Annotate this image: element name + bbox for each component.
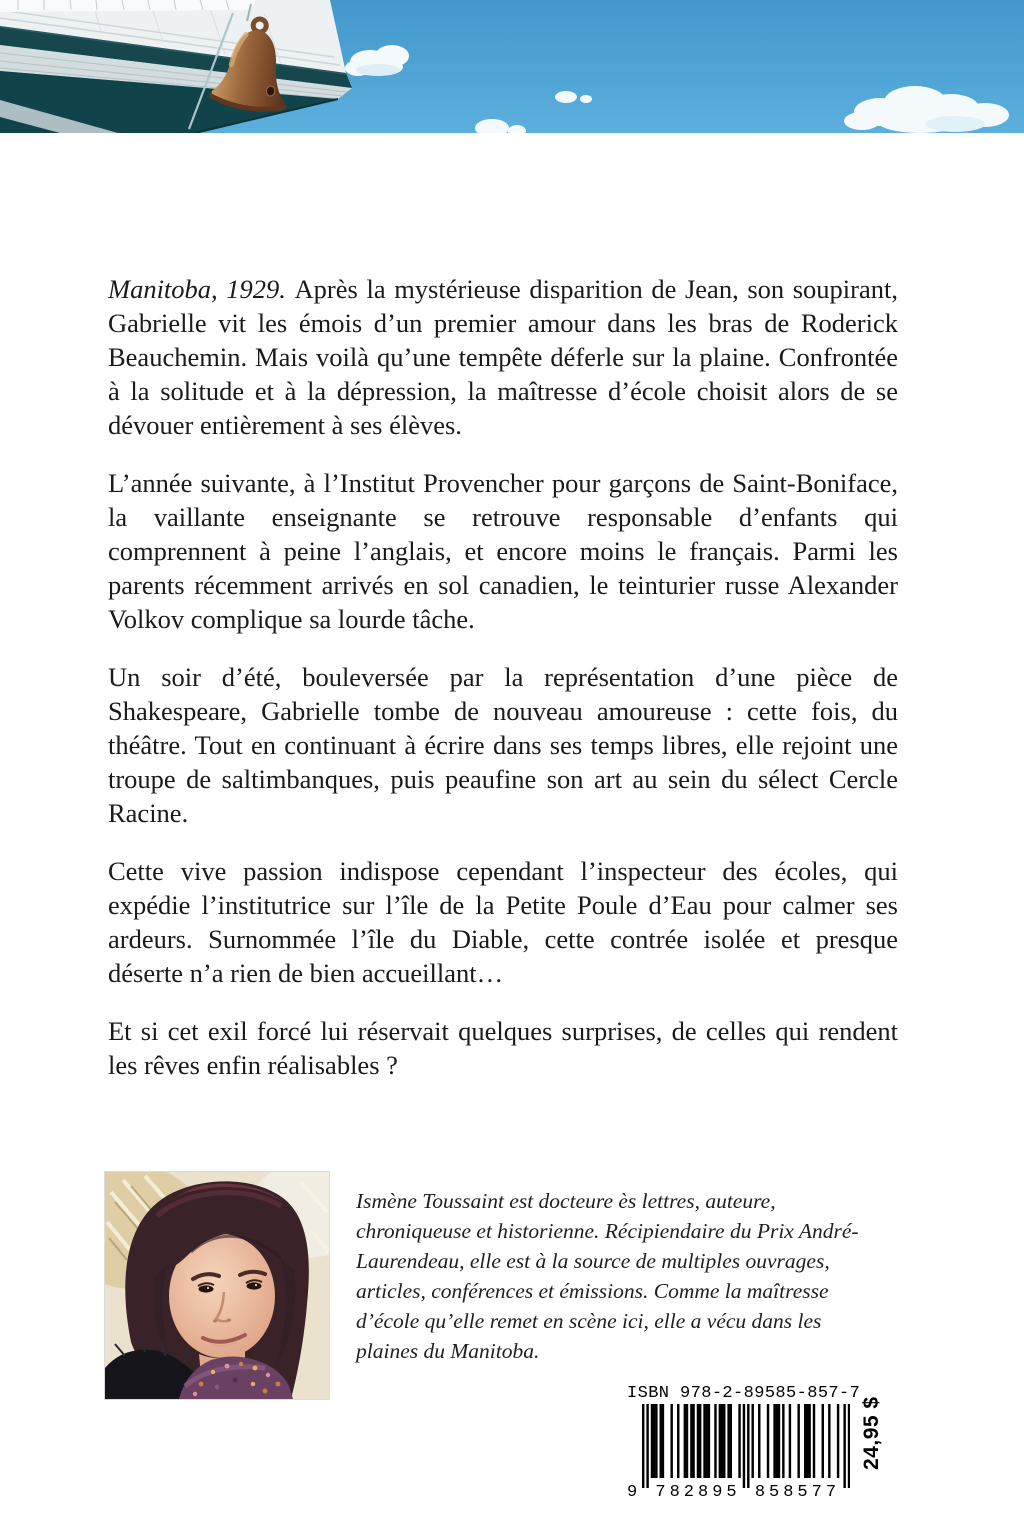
cover-illustration: [0, 0, 1024, 133]
synopsis-paragraph-1: Manitoba, 1929. Après la mystérieuse disparition de Jean, son soupirant, Gabrielle vit les émois d’un premier amour dans les bras de Roderick Beauchemin. Mais voilà qu’une tempête déferle sur la plaine. Confrontée à la solitude et à la dépression, la maîtresse d’école choisit alors de se dévouer entièrement à ses élèves.: [108, 274, 898, 440]
cover-illustration-art: [0, 0, 1024, 133]
synopsis-paragraph-3: Un soir d’été, bouleversée par la représentation d’une pièce de Shakespeare, Gabrielle tombe de nouveau amoureuse : cette fois, du théâtre. Tout en continuant à écrire dans ses temps libres, elle rejoint une troupe de saltimbanques, puis peaufine son art au sein du sélect Cercle Racine.: [108, 662, 898, 828]
price-label: 24,95 $: [860, 1396, 883, 1470]
isbn-label: ISBN 978-2-89585-857-7: [627, 1384, 861, 1403]
author-portrait-illustration: [105, 1172, 329, 1399]
synopsis-paragraph-5: Et si cet exil forcé lui réservait quelques surprises, de celles qui rendent les rêves enfin réalisables ?: [108, 1016, 898, 1080]
ean13-barcode: [642, 1404, 850, 1488]
synopsis-text: [108, 272, 898, 1106]
author-photo: [105, 1172, 329, 1399]
synopsis-paragraph-4: Cette vive passion indispose cependant l’inspecteur des écoles, qui expédie l’institutrice sur l’île de la Petite Poule d’Eau pour calmer ses ardeurs. Surnommée l’île du Diable, cette contrée isolée et presque déserte n’a rien de bien accueillant…: [108, 856, 898, 988]
paragraph-lead-italic: Manitoba, 1929.: [108, 274, 295, 304]
isbn-barcode-block: [627, 1384, 889, 1506]
author-bio-text: Ismène Toussaint est docteure ès lettres, auteure, chroniqueuse et historienne. Récipiendaire du Prix André-Laurendeau, elle est à la source de multiples ouvrages, articles, conférences et émissions. Comme la maîtresse d’école qu’elle remet en scène ici, elle a vécu dans les plaines du Manitoba.: [356, 1189, 859, 1363]
roof-ridge-strip: [0, 0, 256, 12]
synopsis-paragraph-2: L’année suivante, à l’Institut Provencher pour garçons de Saint-Boniface, la vaillante enseignante se retrouve responsable d’enfants qui comprennent à peine l’anglais, et encore moins le français. Parmi les parents récemment arrivés en sol canadien, le teinturier russe Alexander Volkov complique sa lourde tâche.: [108, 468, 898, 634]
ean-digits: 9 782895 858577: [627, 1483, 841, 1502]
